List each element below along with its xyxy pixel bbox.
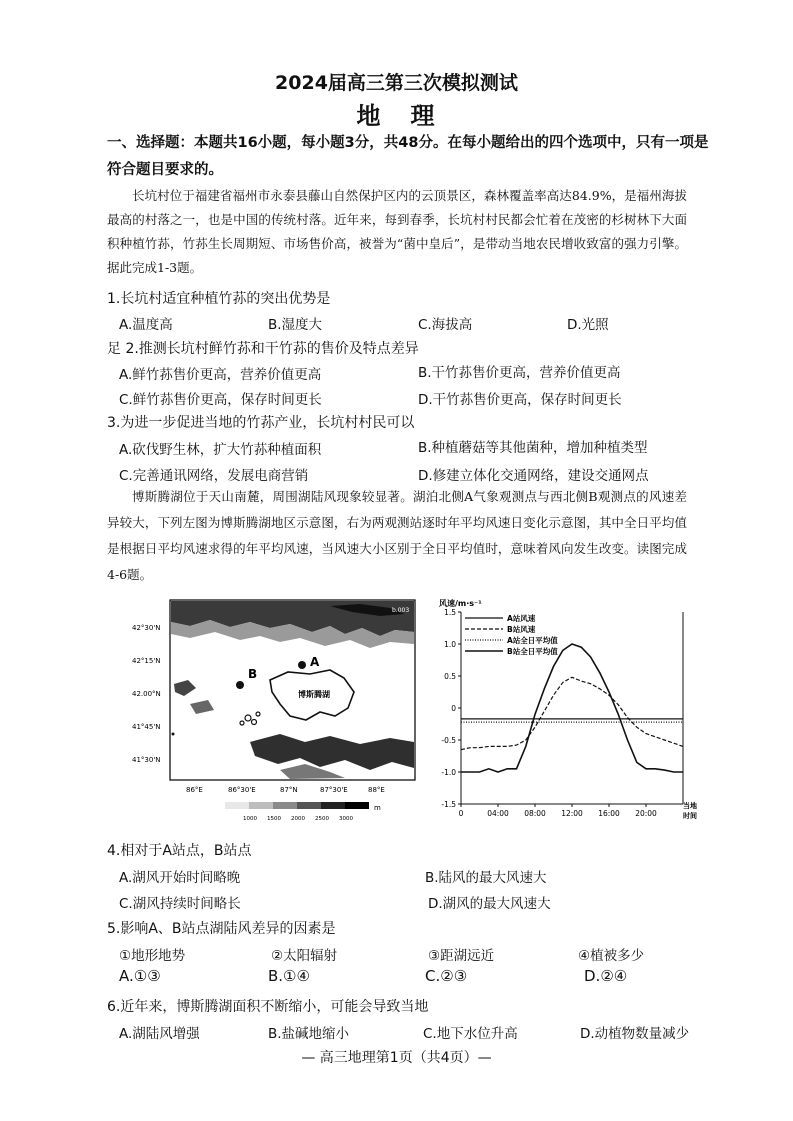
- subject-char-1: 地: [356, 102, 383, 130]
- legend-label-4: B站全日平均值: [507, 647, 558, 656]
- lat-label-1: 42°30'N: [132, 624, 161, 632]
- lat-label-2: 42°15'N: [132, 657, 161, 665]
- x-tick-label: 12:00: [561, 809, 583, 818]
- legend-label-1: A站风速: [507, 614, 536, 623]
- question-4-stem: 4.相对于A站点，B站点: [107, 843, 252, 859]
- q2-option-d[interactable]: D.干竹荪售价更高，保存时间更长: [418, 392, 622, 408]
- question-6-stem: 6.近年来，博斯腾湖面积不断缩小，可能会导致当地: [107, 999, 429, 1015]
- lon-label-3: 87°N: [280, 786, 298, 794]
- chart-lines: [461, 644, 683, 772]
- bosten-lake-map: [130, 592, 420, 827]
- y-tick-label: 0.5: [444, 672, 456, 681]
- lon-label-5: 88°E: [368, 786, 385, 794]
- lon-label-1: 86°E: [186, 786, 203, 794]
- map-dot: [172, 733, 175, 736]
- y-tick-label: 0: [451, 704, 456, 713]
- series-line-2: [461, 677, 683, 749]
- legend-value-5: 3000: [339, 816, 353, 822]
- lat-label-3: 42.00°N: [132, 690, 161, 698]
- series-line-4: [461, 644, 683, 772]
- station-a-marker: [298, 661, 306, 669]
- q6-option-c[interactable]: C.地下水位升高: [423, 1026, 518, 1042]
- q4-option-a[interactable]: A.湖风开始时间略晚: [119, 870, 241, 886]
- q3-option-d[interactable]: D.修建立体化交通网络，建设交通网点: [418, 468, 649, 484]
- y-tick-label: -1.5: [441, 800, 456, 809]
- legend-label-2: B站风速: [507, 625, 536, 634]
- x-tick-label: 16:00: [598, 809, 620, 818]
- x-tick-label: 08:00: [524, 809, 546, 818]
- y-tick-label: -0.5: [441, 736, 456, 745]
- elevation-legend: [225, 802, 369, 809]
- lat-label-4: 41°45'N: [132, 723, 161, 731]
- q5-option-d[interactable]: D.②④: [584, 967, 628, 985]
- q6-option-a[interactable]: A.湖陆风增强: [119, 1026, 200, 1042]
- exam-title: 2024届高三第三次模拟测试: [275, 72, 518, 94]
- chart-xlabel-1: 当地: [683, 802, 697, 810]
- x-tick-label: 20:00: [635, 809, 657, 818]
- q1-option-b[interactable]: B.湿度大: [268, 317, 323, 333]
- q6-option-b[interactable]: B.盐碱地缩小: [268, 1026, 350, 1042]
- q5-factor-1: ①地形地势: [119, 948, 186, 964]
- q2-option-b[interactable]: B.干竹荪售价更高，营养价值更高: [418, 365, 621, 381]
- legend-value-1: 1000: [243, 816, 257, 822]
- passage-2: 博斯腾湖位于天山南麓，周围湖陆风现象较显著。湖泊北侧A气象观测点与西北侧B观测点的风速差异较大，下列左图为博斯腾湖地区示意图，右为两观测站逐时年平均风速日变化示意图，其中全日平均值是根据日平均风速求得的年平均风速，当风速大小区别于全日平均值时，意味着风向发生改变。读图完成4-6题。: [107, 489, 687, 582]
- station-b-label: B: [248, 667, 258, 681]
- q5-factor-2: ②太阳辐射: [271, 948, 338, 964]
- wind-speed-chart: [425, 592, 725, 827]
- page-footer: — 高三地理第1页（共4页）—: [301, 1050, 492, 1066]
- lake-label: 博斯腾湖: [298, 690, 330, 699]
- station-b-marker: [236, 681, 244, 689]
- legend-label-3: A站全日平均值: [507, 636, 558, 645]
- chart-xlabel-2: 时间: [683, 812, 697, 820]
- legend-value-2: 1500: [267, 816, 281, 822]
- question-1-stem: 1.长坑村适宜种植竹荪的突出优势是: [107, 291, 331, 307]
- question-2-stem: 足 2.推测长坑村鲜竹荪和干竹荪的售价及特点差异: [107, 341, 419, 357]
- section-header-line1: 一、选择题：本题共16小题，每小题3分，共48分。在每小题给出的四个选项中，只有一项是: [107, 135, 709, 151]
- q5-option-c[interactable]: C.②③: [425, 967, 468, 985]
- q5-factor-3: ③距湖远近: [428, 948, 495, 964]
- q3-option-c[interactable]: C.完善通讯网络，发展电商营销: [119, 468, 309, 484]
- y-tick-label: 1.5: [444, 608, 456, 617]
- q1-option-d[interactable]: D.光照: [567, 317, 609, 333]
- x-tick-label: 04:00: [487, 809, 509, 818]
- q1-option-c[interactable]: C.海拔高: [418, 317, 473, 333]
- y-tick-label: -1.0: [441, 768, 456, 777]
- map-corner-label: b.003: [392, 607, 410, 614]
- lat-label-5: 41°30'N: [132, 756, 161, 764]
- subject-title: [0, 96, 793, 131]
- legend-value-4: 2500: [315, 816, 329, 822]
- lon-label-2: 86°30'E: [228, 786, 256, 794]
- q5-factor-4: ④植被多少: [578, 948, 645, 964]
- q4-option-c[interactable]: C.湖风持续时间略长: [119, 896, 241, 912]
- question-5-stem: 5.影响A、B站点湖陆风差异的因素是: [107, 921, 336, 937]
- chart-legend: [465, 613, 558, 656]
- q6-option-d[interactable]: D.动植物数量减少: [580, 1026, 690, 1042]
- q3-option-a[interactable]: A.砍伐野生林，扩大竹荪种植面积: [119, 442, 322, 458]
- q3-option-b[interactable]: B.种植蘑菇等其他菌种，增加种植类型: [418, 440, 648, 456]
- q5-option-b[interactable]: B.①④: [268, 967, 310, 985]
- legend-value-3: 2000: [291, 816, 305, 822]
- q4-option-d[interactable]: D.湖风的最大风速大: [428, 896, 551, 912]
- x-tick-label: 0: [458, 809, 464, 818]
- q1-option-a[interactable]: A.温度高: [119, 317, 173, 333]
- lon-label-4: 87°30'E: [320, 786, 348, 794]
- question-3-stem: 3.为进一步促进当地的竹荪产业，长坑村村民可以: [107, 415, 415, 431]
- q2-option-c[interactable]: C.鲜竹荪售价更高，保存时间更长: [119, 392, 322, 408]
- passage-1: 长坑村位于福建省福州市永泰县藤山自然保护区内的云顶景区，森林覆盖率高达84.9%，是福州海拔最高的村落之一，也是中国的传统村落。近年来，每到春季，长坑村村民都会忙着在茂密的杉树林下大面积种植竹荪，竹荪生长周期短、市场售价高，被誉为“菌中皇后”，是带动当地农民增收致富的强力引擎。据此完成1-3题。: [107, 188, 687, 275]
- q4-option-b[interactable]: B.陆风的最大风速大: [425, 870, 547, 886]
- station-a-label: A: [310, 655, 320, 669]
- y-tick-label: 1.0: [444, 640, 456, 649]
- q2-option-a[interactable]: A.鲜竹荪售价更高，营养价值更高: [119, 367, 322, 383]
- q5-option-a[interactable]: A.①③: [119, 967, 161, 985]
- subject-char-2: 理: [410, 102, 437, 130]
- chart-ylabel: 风速/m·s⁻¹: [439, 599, 482, 608]
- legend-unit: m: [374, 804, 381, 812]
- section-header-line2: 符合题目要求的。: [107, 162, 223, 178]
